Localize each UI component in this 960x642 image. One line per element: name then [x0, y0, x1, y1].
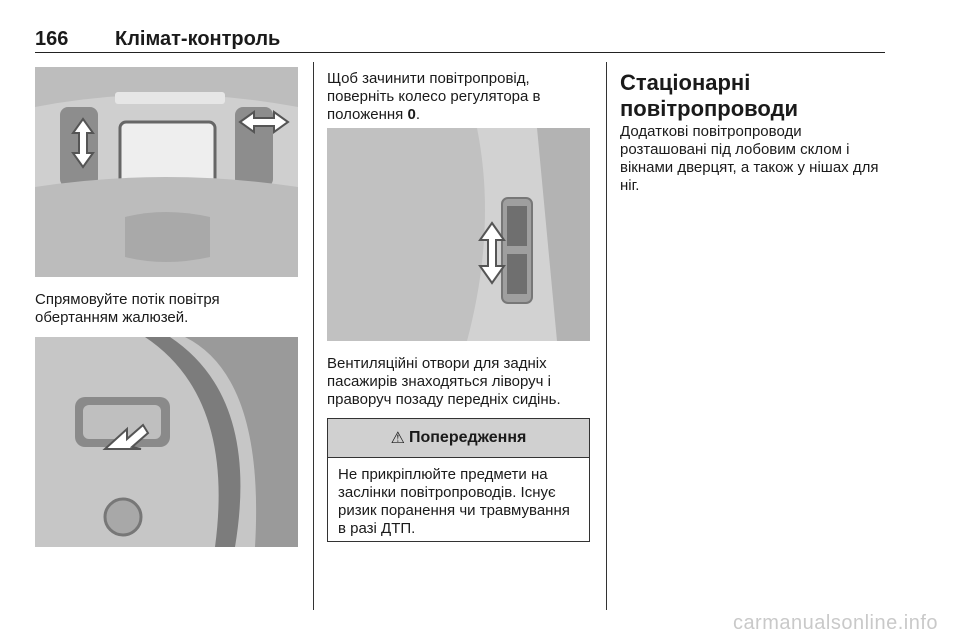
- page-header: [35, 28, 885, 53]
- position-symbol: 0: [407, 106, 416, 123]
- warning-text: Не прикріплюйте предмети на заслінки повітропроводів. Існує ризик поранення чи травмування в разі ДТП.: [338, 466, 570, 537]
- chapter-title: Клімат-контроль: [115, 28, 281, 50]
- paragraph-fixed-vents: Додаткові повітропроводи розташовані під лобовим склом і вікнами дверцят, а також у нішах для ніг.: [620, 123, 879, 194]
- page-number: 166: [35, 28, 69, 50]
- watermark-text: carmanualsonline.info: [732, 612, 938, 634]
- caption-vent-direction: Спрямовуйте потік повітря обертанням жалюзей.: [35, 291, 220, 326]
- column-divider: [313, 62, 314, 610]
- warning-header: [328, 419, 589, 458]
- section-heading: Стаціонарні повітропроводи: [620, 70, 799, 121]
- column-divider: [606, 62, 607, 610]
- photo-side-vent: [35, 337, 298, 547]
- warning-box: [327, 418, 590, 542]
- paragraph-close-vent: Щоб зачинити повітропровід, поверніть колесо регулятора в положення 0.: [327, 70, 541, 123]
- warning-triangle-icon: ⚠: [390, 430, 405, 447]
- paragraph-rear-vents: Вентиляційні отвори для задніх пасажирів знаходяться ліворуч і праворуч позаду передніх сидінь.: [327, 355, 561, 408]
- photo-rear-vent: [327, 128, 590, 341]
- warning-title: Попередження: [408, 429, 527, 446]
- photo-dashboard-vents: [35, 67, 298, 277]
